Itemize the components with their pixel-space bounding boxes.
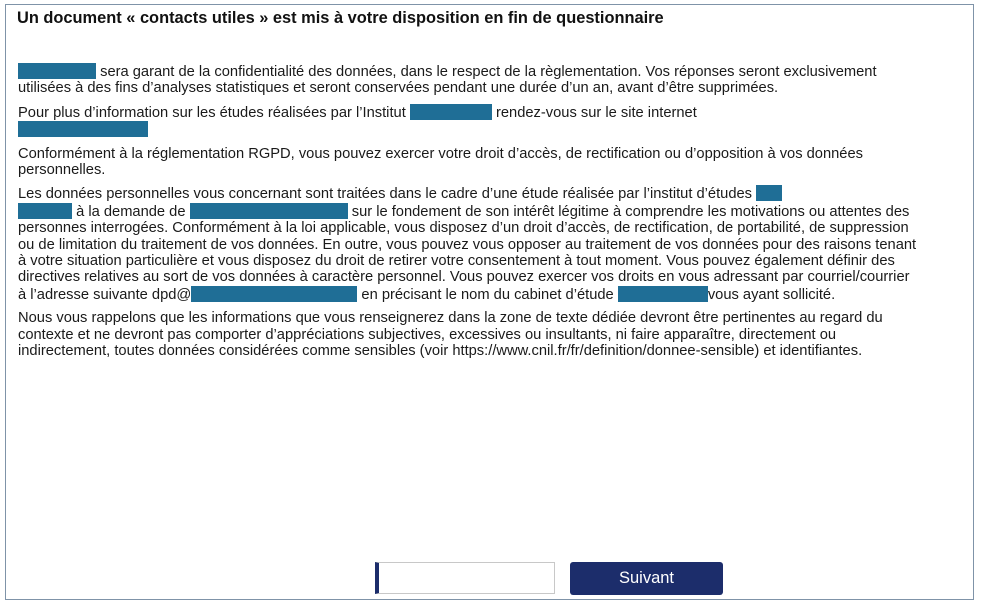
next-button[interactable]: Suivant bbox=[570, 562, 723, 595]
institute-info-paragraph: Pour plus d’information sur les études réalisées par l’Institut rendez-vous sur le site internet bbox=[18, 104, 918, 139]
redacted-block bbox=[18, 203, 72, 219]
rgpd-paragraph: Conformément à la réglementation RGPD, vous pouvez exercer votre droit d’accès, de rectification ou d’opposition à vos données personnelles. bbox=[18, 145, 863, 179]
reminder-paragraph: Nous vous rappelons que les informations que vous renseignerez dans la zone de texte dédiée devront être pertinentes au regard du contexte et ne devront pas comporter d’appréciations subjectives, excessives ou insultants, ni faire apparaître, directement ou indirectement, toutes données considérées comme sensibles (voir https://www.cnil.fr/fr/definition/donnee-sensible) et identifiantes. bbox=[18, 310, 883, 360]
redacted-block bbox=[410, 104, 492, 120]
redacted-link bbox=[18, 121, 148, 137]
redacted-block bbox=[756, 185, 782, 201]
personal-data-paragraph: Les données personnelles vous concernant sont traitées dans le cadre d’une étude réalisée par l’institut d’études à la demande de sur le fondement de son intérêt légitime à comprendre les motivations ou attentes des personnes interrogées. Conformément à la loi applicable, vous disposez d’un droit d’accès, de rectification, de portabilité, de suppression ou de limitation du traitement de vos données. En outre, vous pouvez vous opposer au traitement de vos données pour des raisons tenant à votre situation particulière et vous disposez du droit de retirer votre consentement à tout moment. Vous pouvez également définir des directives relatives au sort de vos données à caractère personnel. Vous pouvez exercer vos droits en vous adressant par courriel/courrier à l’adresse suivante dpd@ en précisant le nom du cabinet d’étude vous ayant sollicité. bbox=[18, 186, 917, 303]
redacted-email bbox=[191, 286, 357, 302]
redacted-block bbox=[618, 286, 708, 302]
confidentiality-paragraph: sera garant de la confidentialité des données, dans le respect de la règlementation. Vos réponses seront exclusivement utilisées à des fins d’analyses statistiques et seront conservées pendant une durée d’un an, avant d’être supprimées. bbox=[18, 64, 877, 97]
answer-input[interactable] bbox=[375, 562, 555, 594]
page-title: Un document « contacts utiles » est mis à votre disposition en fin de questionnaire bbox=[17, 9, 664, 27]
redacted-block bbox=[190, 203, 348, 219]
legal-notice bbox=[18, 63, 918, 367]
form-footer bbox=[0, 560, 981, 596]
redacted-block bbox=[18, 63, 96, 79]
